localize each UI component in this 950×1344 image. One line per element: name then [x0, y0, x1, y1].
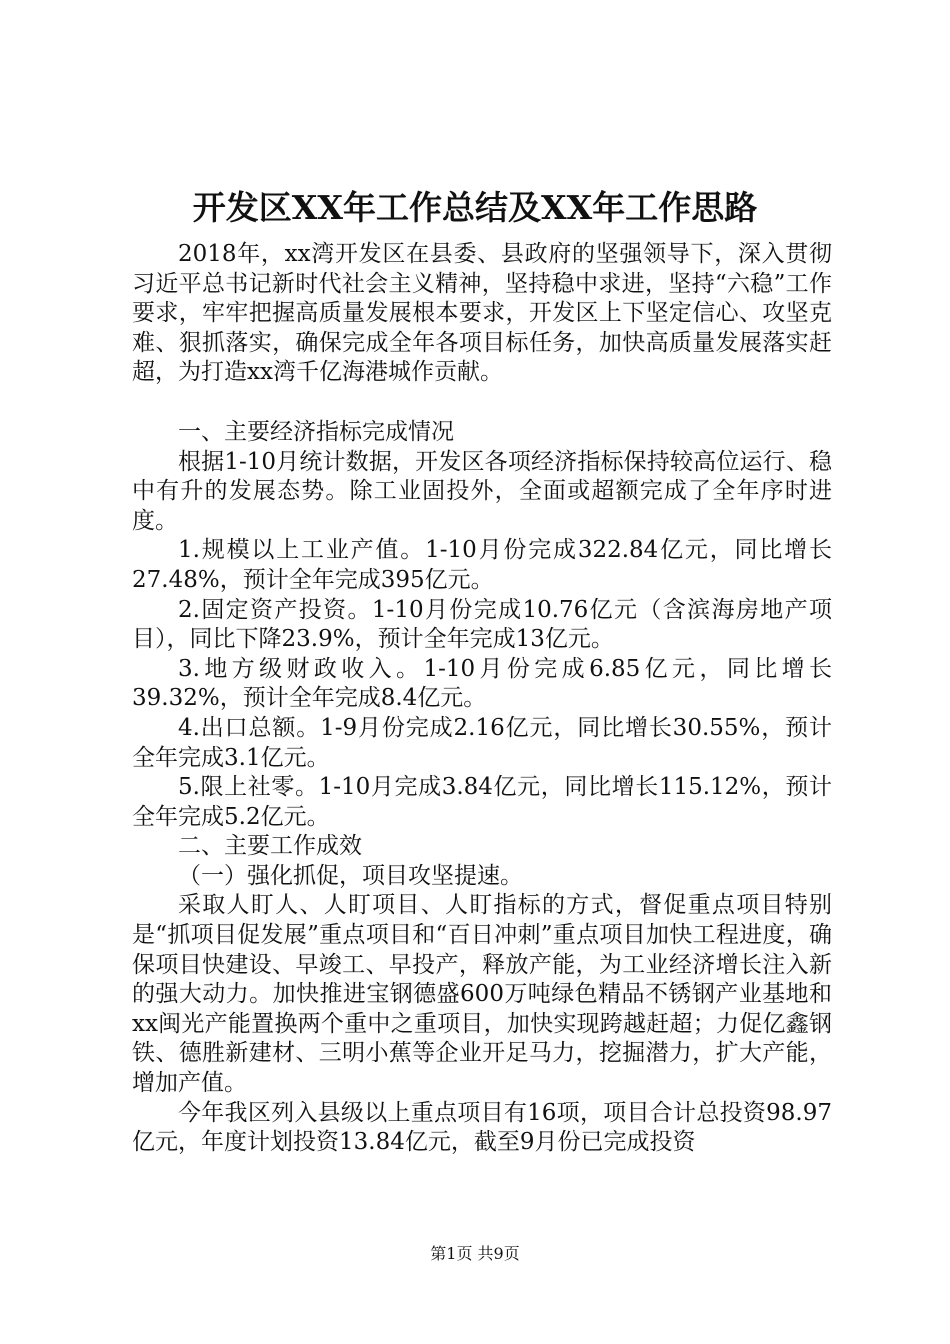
paragraph-gap	[132, 388, 832, 418]
section-heading-2: 二、主要工作成效	[178, 833, 362, 860]
indicator-item-2: 2.固定资产投资。1-10月份完成10.76亿元（含滨海房地产项目），同比下降23.9%，预计全年完成13亿元。	[132, 596, 832, 653]
indicator-item-3: 3.地方级财政收入。1-10月份完成6.85亿元，同比增长39.32%，预计全年完成8.4亿元。	[132, 655, 832, 712]
indicator-item-4: 4.出口总额。1-9月份完成2.16亿元，同比增长30.55%，预计全年完成3.1亿元。	[132, 714, 832, 771]
document-body	[132, 240, 832, 1158]
indicator-item-1: 1.规模以上工业产值。1-10月份完成322.84亿元，同比增长27.48%，预计全年完成395亿元。	[132, 537, 832, 593]
paragraph: 根据1-10月统计数据，开发区各项经济指标保持较高位运行、稳中有升的发展态势。除工业固投外，全面或超额完成了全年序时进度。	[132, 448, 832, 534]
intro-paragraph: 2018年，xx湾开发区在县委、县政府的坚强领导下，深入贯彻习近平总书记新时代社会主义精神，坚持稳中求进，坚持“六稳”工作要求，牢牢把握高质量发展根本要求，开发区上下坚定信心、攻坚克难、狠抓落实，确保完成全年各项目标任务，加快高质量发展落实赶超，为打造xx湾千亿海港城作贡献。	[132, 241, 832, 386]
document-title: 开发区XX年工作总结及XX年工作思路	[192, 188, 758, 227]
indicator-item-5: 5.限上社零。1-10月完成3.84亿元，同比增长115.12%，预计全年完成5.2亿元。	[132, 774, 832, 830]
subsection-heading: （一）强化抓促，项目攻坚提速。	[178, 862, 523, 889]
section-heading-1: 一、主要经济指标完成情况	[178, 418, 454, 445]
page-number-footer: 第1页 共9页	[430, 1244, 520, 1263]
paragraph: 今年我区列入县级以上重点项目有16项，项目合计总投资98.97亿元，年度计划投资13.84亿元，截至9月份已完成投资	[132, 1099, 832, 1156]
paragraph: 采取人盯人、人盯项目、人盯指标的方式，督促重点项目特别是“抓项目促发展”重点项目和“百日冲刺”重点项目加快工程进度，确保项目快建设、早竣工、早投产，释放产能，为工业经济增长注入新的强大动力。加快推进宝钢德盛600万吨绿色精品不锈钢产业基地和xx闽光产能置换两个重中之重项目，加快实现跨越赶超；力促亿鑫钢铁、德胜新建材、三明小蕉等企业开足马力，挖掘潜力，扩大产能，增加产值。	[132, 892, 832, 1097]
